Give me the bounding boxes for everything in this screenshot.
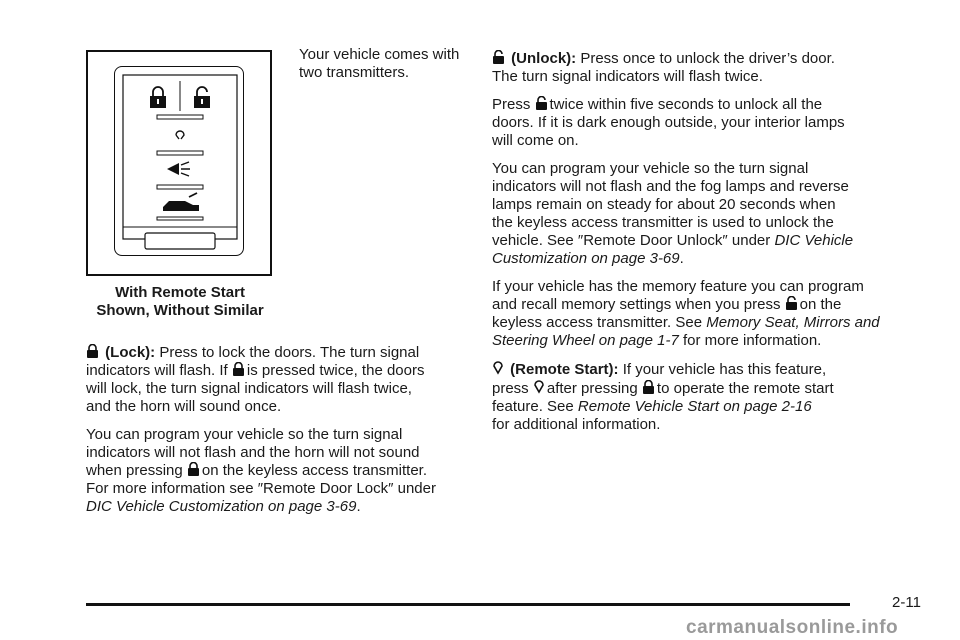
key-fob xyxy=(114,66,244,256)
remote-start-icon xyxy=(533,379,545,395)
text: will come on. xyxy=(492,132,579,149)
text: lamps remain on steady for about 20 seconds when xyxy=(492,196,836,213)
remote-start-icon xyxy=(492,360,504,376)
figure-caption xyxy=(60,284,300,320)
unlock-icon[interactable] xyxy=(194,87,210,108)
cross-reference-link[interactable]: DIC Vehicle Customization on page 3-69 xyxy=(492,232,854,267)
text: doors. If it is dark enough outside, your interior lamps xyxy=(492,114,845,131)
right-column xyxy=(492,50,922,444)
lock-program-paragraph xyxy=(86,426,476,516)
caption-line: With Remote Start xyxy=(115,284,245,301)
quoted-term: ″Remote Door Unlock″ xyxy=(577,232,728,249)
text: and recall memory settings when you press xyxy=(492,296,781,313)
remote-start-icon[interactable] xyxy=(176,131,184,139)
remote-start-term: (Remote Start): xyxy=(510,361,619,378)
text: If your vehicle has this feature, xyxy=(622,361,827,378)
lock-icon xyxy=(187,462,200,477)
text: For more information see xyxy=(86,480,254,497)
text: and the horn will sound once. xyxy=(86,398,282,415)
text: You can program your vehicle so the turn signal xyxy=(492,160,809,177)
text: is pressed twice, the doors xyxy=(246,362,425,379)
unlock-icon xyxy=(535,96,548,111)
cross-reference-link[interactable]: Remote Vehicle Start on page 2-16 xyxy=(577,398,812,415)
text: for additional information. xyxy=(492,416,661,433)
text: feature. See xyxy=(492,398,574,415)
text: You can program your vehicle so the turn signal xyxy=(86,426,403,443)
memory-paragraph xyxy=(492,278,922,350)
unlock-program-paragraph xyxy=(492,160,922,268)
text: twice within five seconds to unlock all the xyxy=(549,96,823,113)
text: press xyxy=(492,380,529,397)
transmitter-figure xyxy=(86,50,272,276)
trunk-car-icon[interactable] xyxy=(163,193,199,211)
text: under xyxy=(397,480,436,497)
text: the keyless access transmitter is used to unlock the xyxy=(492,214,834,231)
fob-button-bottom[interactable] xyxy=(145,233,215,249)
intro-text: Your vehicle comes with two transmitters. xyxy=(299,46,460,81)
text: If your vehicle has the memory feature you can program xyxy=(492,278,864,295)
text: on the keyless access transmitter. xyxy=(201,462,428,479)
text: indicators will flash. If xyxy=(86,362,228,379)
text: indicators will not flash and the fog lamps and reverse xyxy=(492,178,849,195)
text: Press once to unlock the driver’s door. xyxy=(580,50,835,67)
lock-icon xyxy=(642,380,655,395)
unlock-icon xyxy=(785,296,798,311)
remote-start-paragraph xyxy=(492,360,922,434)
text: . xyxy=(679,250,684,267)
text: Press xyxy=(492,96,531,113)
text: will lock, the turn signal indicators will flash twice, xyxy=(86,380,412,397)
footer-rule xyxy=(86,603,850,606)
lock-icon[interactable] xyxy=(150,87,166,108)
unlock-icon xyxy=(492,50,505,65)
text: vehicle. See xyxy=(492,232,574,249)
key-fob-drawing xyxy=(115,67,245,257)
cross-reference-link[interactable]: Memory Seat, Mirrors and Steering Wheel on page 1-7 xyxy=(492,314,880,349)
text: when pressing xyxy=(86,462,183,479)
press-twice-paragraph xyxy=(492,96,922,150)
text: The turn signal indicators will flash twice. xyxy=(492,68,763,85)
lock-icon xyxy=(86,344,99,359)
text: for more information. xyxy=(682,332,822,349)
caption-line: Shown, Without Similar xyxy=(96,302,264,319)
left-column xyxy=(86,344,476,526)
text: keyless access transmitter. See xyxy=(492,314,703,331)
text: Press to lock the doors. The turn signal xyxy=(159,344,420,361)
lock-paragraph xyxy=(86,344,476,416)
lock-term: (Lock): xyxy=(105,344,156,361)
watermark: carmanualsonline.info xyxy=(686,617,899,638)
unlock-term: (Unlock): xyxy=(511,50,577,67)
text: on the xyxy=(799,296,842,313)
page-number: 2-11 xyxy=(892,594,921,611)
unlock-paragraph xyxy=(492,50,922,86)
text: under xyxy=(731,232,771,249)
text: to operate the remote start xyxy=(656,380,834,397)
quoted-term: ″Remote Door Lock″ xyxy=(257,480,394,497)
text: after pressing xyxy=(546,380,638,397)
cross-reference-link[interactable]: DIC Vehicle Customization on page 3-69 xyxy=(86,498,357,515)
text: indicators will not flash and the horn will not sound xyxy=(86,444,420,461)
panic-horn-icon[interactable] xyxy=(167,162,190,176)
text: . xyxy=(356,498,361,515)
lock-icon xyxy=(232,362,245,377)
